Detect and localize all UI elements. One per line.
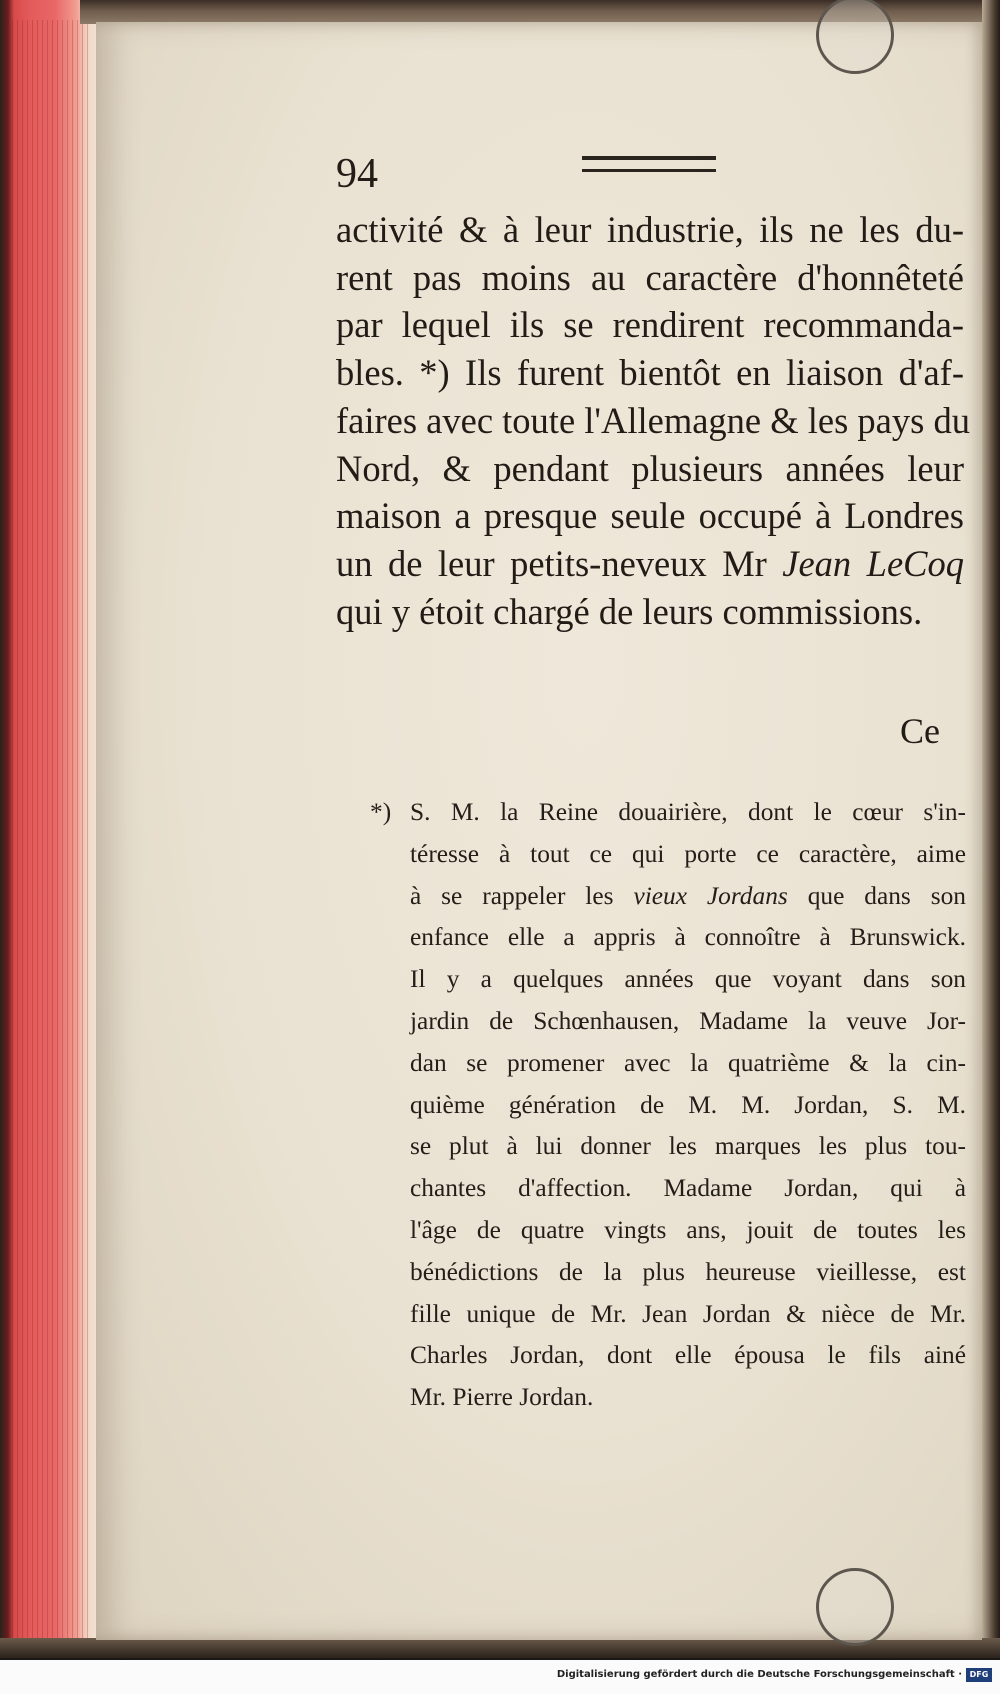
main-line-with-name bbox=[336, 540, 964, 588]
footnote-line: se plut à lui donner les marques les plus tou- bbox=[410, 1132, 966, 1161]
footnote-line: téresse à tout ce qui porte ce caractère, aime bbox=[410, 839, 966, 868]
footnote-line: chantes d'affection. Madame Jordan, qui à bbox=[410, 1174, 966, 1203]
footnote-text: que dans son bbox=[807, 881, 966, 910]
clip-ring-bottom bbox=[816, 1568, 894, 1646]
digitization-footer bbox=[0, 1660, 1000, 1694]
footnote-line: enfance elle a appris à connoître à Brunswick. bbox=[410, 923, 966, 952]
header-rule bbox=[582, 156, 716, 172]
main-line: rent pas moins au caractère d'honnêteté bbox=[336, 256, 964, 298]
main-line: Nord, & pendant plusieurs années leur bbox=[336, 447, 964, 489]
footnote-line: Charles Jordan, dont elle épousa le fils ainé bbox=[410, 1341, 966, 1370]
page-edge-lines bbox=[12, 20, 92, 1640]
italic-name: Jean LeCoq bbox=[782, 542, 964, 584]
footnote-italic: vieux Jordans bbox=[633, 881, 788, 910]
clip-ring-top bbox=[816, 0, 894, 74]
footnote-line: bénédictions de la plus heureuse vieillesse, est bbox=[410, 1257, 966, 1286]
footnote-line-with-italic bbox=[410, 876, 966, 918]
main-line: faires avec toute l'Allemagne & les pays du bbox=[336, 399, 970, 441]
main-line: activité & à leur industrie, ils ne les du- bbox=[336, 209, 964, 250]
footnote-line: l'âge de quatre vingts ans, jouit de toutes les bbox=[410, 1215, 966, 1244]
main-line: maison a presque seule occupé à Londres bbox=[336, 495, 964, 537]
footnote-line: fille unique de Mr. Jean Jordan & nièce de Mr. bbox=[410, 1299, 966, 1328]
book-cover-right bbox=[982, 0, 1000, 1654]
main-line: par lequel ils se rendirent recommanda- bbox=[336, 304, 964, 346]
footnote-line: dan se promener avec la quatrième & la cin- bbox=[410, 1048, 966, 1077]
footnote-text: à se rappeler les bbox=[410, 881, 614, 910]
footnote-line: Mr. Pierre Jordan. bbox=[410, 1383, 594, 1412]
main-line: bles. *) Ils furent bientôt en liaison d'af- bbox=[336, 352, 964, 394]
footnote-line: jardin de Schœnhausen, Madame la veuve Jor- bbox=[410, 1006, 966, 1035]
footnote-marker: *) bbox=[370, 798, 392, 826]
main-text-block bbox=[336, 206, 970, 635]
footnote-line: quième génération de M. M. Jordan, S. M. bbox=[410, 1090, 966, 1119]
dfg-logo-icon: DFG bbox=[966, 1668, 992, 1682]
book-page-edges bbox=[0, 0, 100, 1654]
catchword: Ce bbox=[900, 711, 940, 751]
footer-credit: Digitalisierung gefördert durch die Deutsche Forschungsgemeinschaft · bbox=[556, 1669, 962, 1680]
main-line: qui y étoit chargé de leurs commissions. bbox=[336, 590, 923, 632]
footnote-block bbox=[370, 792, 966, 1419]
footnote-line: S. M. la Reine douairière, dont le cœur s'in- bbox=[410, 798, 966, 826]
main-line-text: un de leur petits-neveux Mr bbox=[336, 542, 767, 584]
page-number: 94 bbox=[336, 151, 378, 197]
footnote-line: Il y a quelques années que voyant dans son bbox=[410, 965, 966, 994]
